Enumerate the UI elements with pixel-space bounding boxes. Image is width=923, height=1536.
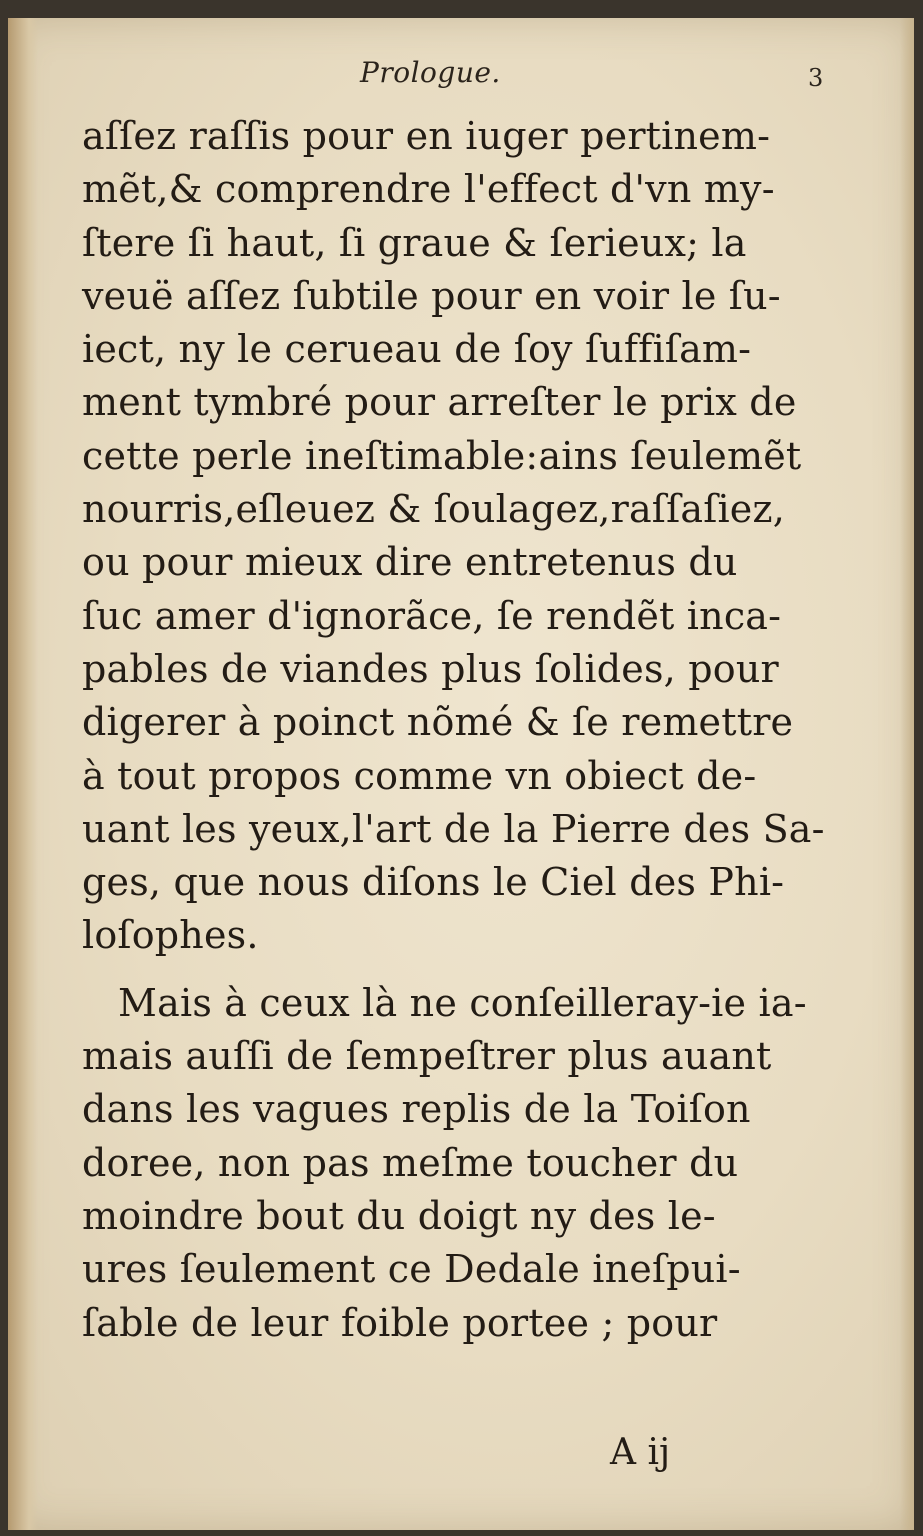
text-line: veuë aſſez ſubtile pour en voir le ſu- xyxy=(82,273,781,318)
text-line: ment tymbré pour arreſter le prix de xyxy=(82,380,797,425)
text-line: Mais à ceux là ne conſeilleray-ie ia- xyxy=(118,980,807,1025)
paragraph-gap xyxy=(82,963,822,977)
text-line: à tout propos comme vn obiect de- xyxy=(82,753,757,798)
signature-mark: A ij xyxy=(610,1432,671,1473)
text-line: doree, non pas meſme toucher du xyxy=(82,1140,739,1185)
text-line: ures ſeulement ce Dedale ineſpui- xyxy=(82,1247,741,1292)
running-head: Prologue. xyxy=(360,56,501,89)
page-edge xyxy=(900,18,914,1530)
text-line: digerer à poinct nõmé & ſe remettre xyxy=(82,700,794,745)
text-line: ſable de leur foible portee ; pour xyxy=(82,1300,718,1345)
text-line: ſuc amer d'ignorãce, ſe rendẽt inca- xyxy=(82,593,782,638)
text-line: uant les yeux,l'art de la Pierre des Sa- xyxy=(82,806,825,851)
text-line: cette perle ineſtimable:ains ſeulemẽt xyxy=(82,433,802,478)
text-line: loſophes. xyxy=(82,913,259,958)
text-line: mẽt,& comprendre l'effect d'vn my- xyxy=(82,167,775,212)
text-line: mais auſſi de ſempeſtrer plus auant xyxy=(82,1034,772,1079)
text-line: ſtere ſi haut, ſi graue & ſerieux; la xyxy=(82,220,747,265)
text-line: ou pour mieux dire entretenus du xyxy=(82,540,738,585)
text-line: ges, que nous diſons le Ciel des Phi- xyxy=(82,860,785,905)
body-text xyxy=(82,110,825,1350)
page-gutter xyxy=(8,18,38,1530)
text-line: pables de viandes plus ſolides, pour xyxy=(82,646,779,691)
text-line: aſſez raſſis pour en iuger pertinem- xyxy=(82,114,771,158)
text-line: moindre bout du doigt ny des le- xyxy=(82,1193,716,1238)
text-line: nourris,eſleuez & ſoulagez,raſſaſiez, xyxy=(82,487,785,532)
page-number: 3 xyxy=(808,64,824,92)
text-line: dans les vagues replis de la Toiſon xyxy=(82,1087,751,1132)
text-line: iect, ny le cerueau de ſoy ſuffiſam- xyxy=(82,327,752,372)
